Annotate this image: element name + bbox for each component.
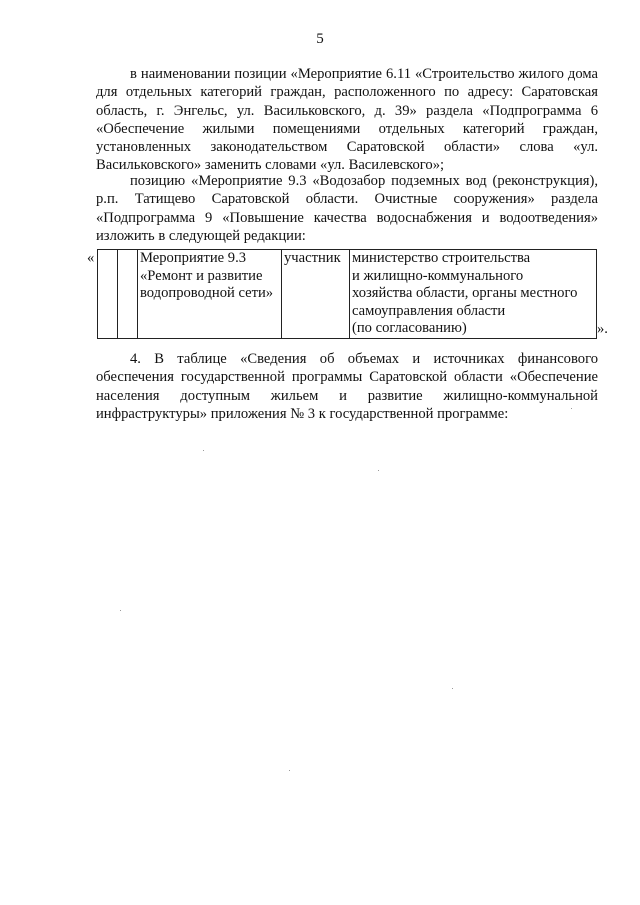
paragraph-replace-position: позицию «Мероприятие 9.3 «Водозабор подземных вод (реконструкция), р.п. Татищево Саратовской области. Очистные сооружения» раздела «Подпрограмма 9 «Повышение качества водоснабжения и водоотведения» изложить в следующей редакции: — [96, 173, 598, 244]
table-cell-event — [138, 250, 282, 339]
scan-speck — [452, 688, 453, 689]
table-opening-quote: « — [87, 250, 95, 266]
page-number: 5 — [316, 31, 324, 47]
scan-speck — [378, 470, 379, 471]
scan-speck — [571, 408, 572, 409]
event-line: «Ремонт и развитие — [140, 267, 263, 284]
event-line: Мероприятие 9.3 — [140, 250, 247, 266]
executor-line: хозяйства области, органы местного — [352, 285, 578, 301]
table-cell-role: участник — [282, 250, 350, 339]
table-cell-empty-2 — [118, 250, 138, 339]
paragraph-section-4: 4. В таблице «Сведения об объемах и источниках финансового обеспечения государственной программы Саратовской области «Обеспечение населения доступным жильем и развитие жилищно-коммунальной инфраструктуры» приложения № 3 к государственной программе: — [96, 351, 598, 422]
executor-line: и жилищно-коммунального — [352, 267, 524, 284]
table-cell-executor — [350, 250, 597, 339]
paragraph-rename-position: в наименовании позиции «Мероприятие 6.11 «Строительство жилого дома для отдельных категорий граждан, расположенного по адресу: Саратовская область, г. Энгельс, ул. Васильковского, д. 39» раздела «Подпрограмма 6 «Обеспечение жилыми помещениями отдельных категорий граждан, установленных законодательством Саратовской области» слова «ул. Васильковского» заменить словами «ул. Василевского»; — [96, 66, 598, 174]
executor-line: самоуправления области — [352, 302, 506, 319]
table-cell-empty-1 — [98, 250, 118, 339]
table-row — [98, 250, 597, 339]
scan-speck — [289, 770, 290, 771]
executor-line: (по согласованию) — [352, 320, 467, 336]
table-closing-quote: ». — [597, 321, 608, 337]
executor-line: министерство строительства — [352, 250, 531, 266]
event-line: водопроводной сети» — [140, 285, 274, 301]
scan-speck — [120, 610, 121, 611]
inserted-table — [97, 249, 597, 339]
scan-speck — [203, 450, 204, 451]
